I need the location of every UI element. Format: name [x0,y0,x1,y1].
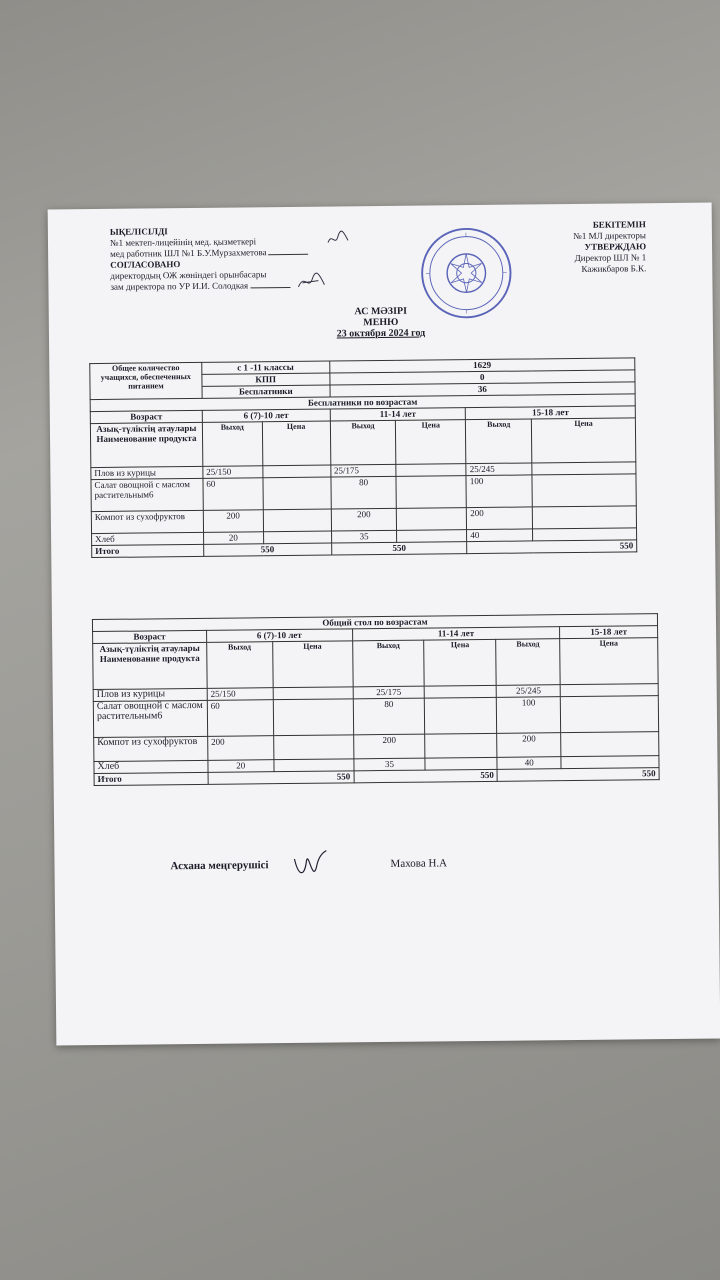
output-value: 25/150 [203,466,263,479]
output-value: 60 [207,700,273,737]
medical-signature-icon [326,228,350,248]
table-row [93,638,658,690]
header-left-line-2: №1 мектеп-лицейінің мед. қызметкері [109,236,257,248]
output-value: 100 [466,475,532,508]
total-value: 550 [204,543,332,556]
title-kazakh: АС МӘЗІРІ [354,305,408,318]
output-header: Выход [352,640,424,687]
product-name: Компот из сухофруктов [94,736,208,761]
output-value: 200 [467,507,533,530]
price-value [274,759,354,772]
price-value [397,508,467,531]
price-value [533,528,637,541]
total-label: Итого [92,544,204,557]
total-value: 550 [208,771,354,785]
output-header: Выход [207,642,273,689]
header-left-line-5: директордың ОЖ жөніндегі орынбасары [110,269,267,281]
title-russian: МЕНЮ [363,316,399,329]
output-value: 20 [208,760,274,773]
output-header: Выход [466,419,532,464]
output-value: 40 [497,757,561,770]
age-group-header: 15-18 лет [560,626,658,639]
price-value [273,687,353,700]
price-value [263,465,331,478]
price-value [532,462,636,475]
summary-row-value: 1629 [329,358,634,373]
age-group-header: 6 (7)-10 лет [202,409,330,422]
canteen-manager-name: Махова Н.А [390,857,448,870]
price-value [560,684,658,697]
output-value: 25/175 [330,464,396,477]
price-value [561,756,659,769]
product-name: Плов из курицы [91,466,203,479]
output-value: 20 [203,532,263,545]
approval-block-left [110,225,309,293]
summary-row-label: КПП [202,373,330,386]
output-value: 60 [203,478,263,511]
output-value: 200 [203,510,263,533]
menu-document [48,203,720,1046]
free-meals-table [89,357,637,558]
age-group-header: 15-18 лет [466,406,636,420]
approval-block-right [573,219,646,275]
product-name: Плов из курицы [93,688,207,701]
price-value [273,699,353,736]
header-left-line-1: ЫҚЕЛІСІЛДІ [109,226,168,237]
price-value [560,696,658,733]
price-header: Цена [396,420,466,465]
header-right-line-2: №1 МЛ директоры [573,230,646,241]
product-name-header: Азық-түліктің атаулары Наименование продукта [93,642,207,689]
output-header: Выход [330,420,396,465]
total-value: 550 [467,540,637,554]
age-label: Возраст [93,630,207,643]
table-row [90,418,635,468]
total-value: 550 [354,769,498,783]
total-value: 550 [497,768,659,782]
price-header: Цена [532,418,636,463]
output-value: 25/245 [466,463,532,476]
signature-line [269,254,309,255]
summary-row-label: Бесплатники [202,385,330,398]
total-label: Итого [94,772,208,785]
price-header: Цена [272,641,352,688]
product-name: Хлеб [94,760,208,773]
price-value [263,509,331,532]
output-value: 80 [331,476,397,509]
output-value: 200 [353,734,425,759]
price-value [425,685,497,698]
age-group-header: 11-14 лет [352,627,560,641]
header-right-line-3: УТВЕРЖДАЮ [584,241,647,252]
output-value: 200 [331,508,397,531]
total-value: 550 [331,542,467,555]
price-value [425,757,497,770]
price-header: Цена [262,421,330,466]
students-total-label: Общее количество учащихся, обеспеченных питанием [90,362,202,399]
deputy-signature-icon [296,271,326,293]
header-right-line-4: Директор ШЛ № 1 [574,252,647,263]
output-value: 80 [353,698,425,735]
output-value: 100 [497,697,561,734]
output-value: 200 [208,736,274,761]
output-header: Выход [202,422,262,467]
product-name: Салат овощной с маслом растительным6 [91,478,203,511]
header-left-line-4: СОГЛАСОВАНО [110,259,181,270]
output-value: 35 [331,530,397,543]
price-header: Цена [560,638,658,685]
price-value [532,506,636,529]
manager-signature-icon [290,847,330,887]
output-value: 35 [353,758,425,771]
summary-row-value: 0 [329,370,634,385]
price-value [425,697,497,734]
price-value [561,732,659,757]
section-title: Бесплатники по возрастам [90,394,635,412]
table-row [93,696,658,738]
output-value: 40 [467,529,533,542]
menu-title [49,303,713,343]
age-group-header: 6 (7)-10 лет [206,629,352,643]
price-value [396,476,466,509]
product-name: Компот из сухофруктов [91,510,203,533]
age-group-header: 11-14 лет [330,408,466,421]
signature-line [250,287,290,288]
menu-date: 23 октября 2024 год [336,327,426,340]
price-value [263,531,331,544]
price-value [396,464,466,477]
product-name: Салат овощной с маслом растительным6 [93,700,207,737]
section-title: Общий стол по возрастам [92,614,657,632]
summary-row-value: 36 [330,382,635,397]
age-label: Возраст [90,410,202,423]
price-value [425,733,497,758]
price-value [263,477,331,510]
summary-row-label: с 1 -11 классы [202,361,330,374]
price-value [532,474,636,507]
price-header: Цена [424,639,496,686]
common-table [92,613,660,786]
header-right-line-5: Кажикбаров Б.К. [581,263,647,274]
output-value: 25/245 [496,685,560,698]
price-value [273,735,353,760]
header-left-line-6: зам директора по УР И.И. Солодкая [110,280,249,292]
output-value: 200 [497,733,561,758]
output-header: Выход [496,639,560,686]
header-left-line-3: мед работник ШЛ №1 Б.У.Мурзахметова [110,247,267,259]
product-name: Хлеб [92,532,204,545]
price-value [397,530,467,543]
output-value: 25/150 [207,688,273,701]
output-value: 25/175 [353,686,425,699]
product-name-header: Азық-түліктің атаулары Наименование продукта [90,422,202,467]
header-right-line-1: БЕКІТЕМІН [592,219,646,230]
canteen-manager-label: Асхана меңгерушісі [170,859,269,873]
